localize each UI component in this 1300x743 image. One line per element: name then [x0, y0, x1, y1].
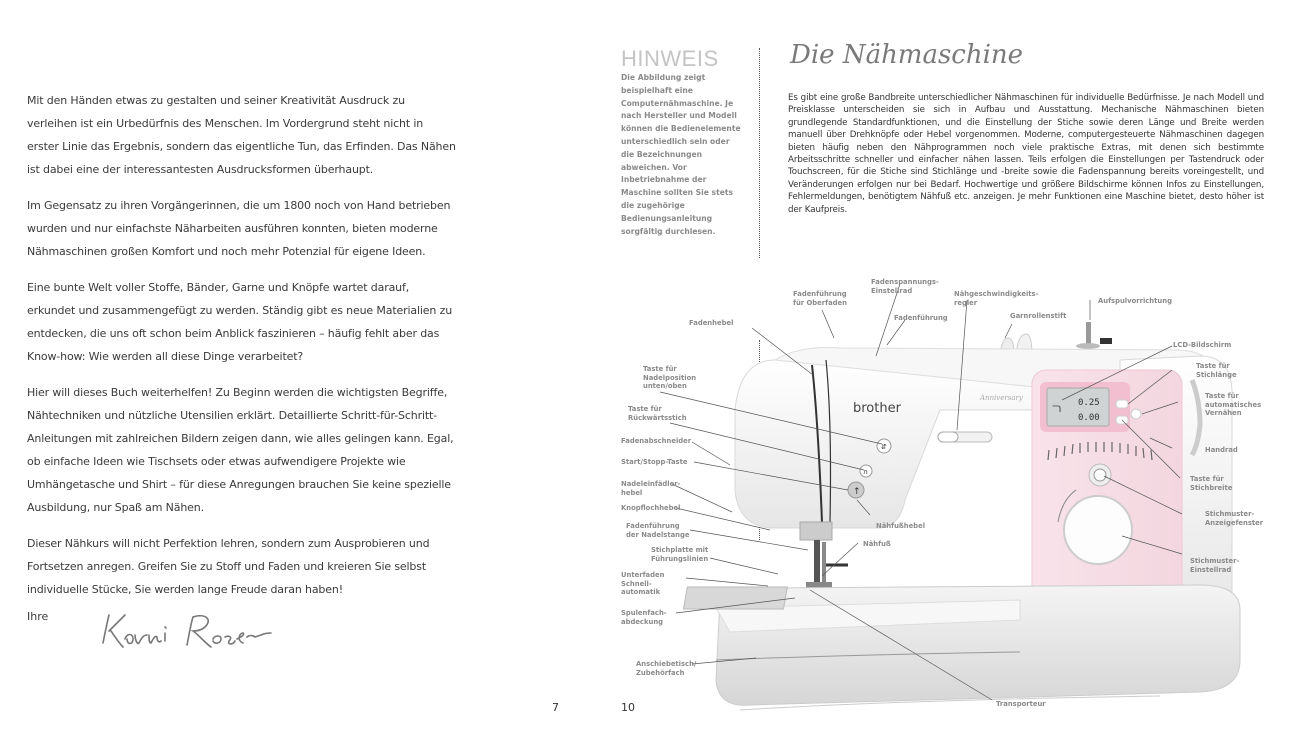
intro-text [27, 90, 457, 616]
label-unterfaden: Unterfaden Schnell- automatik [621, 571, 665, 597]
label-spulenfach: Spulenfach- abdeckung [621, 609, 667, 626]
label-lcd: LCD-Bildschirm [1173, 341, 1232, 349]
label-stichmuster-anzeige: Stichmuster- Anzeigefenster [1205, 510, 1264, 527]
dotted-divider [759, 48, 760, 258]
page-number-right: 10 [621, 701, 635, 714]
label-fadenfuehrung-oberfaden: Fadenführung für Oberfaden [793, 290, 847, 307]
label-fadenfuehrung: Fadenführung [894, 314, 948, 322]
label-taste-vernaehen: Taste für automatisches Vernähen [1205, 392, 1262, 418]
left-page [0, 0, 580, 743]
label-taste-rueckwaerts: Taste für Rückwärtsstich [628, 405, 687, 422]
sewing-machine-illustration [600, 260, 1300, 743]
bobbin-winder-icon [1076, 322, 1112, 349]
label-knopflochhebel: Knopflochhebel [621, 504, 681, 512]
label-taste-stichlaenge: Taste für Stichlänge [1196, 362, 1237, 379]
label-anschiebetisch: Anschiebetisch/ Zubehörfach [636, 660, 697, 677]
stitch-pattern-dial [1064, 496, 1132, 564]
signature [95, 605, 275, 655]
intro-paragraph: Im Gegensatz zu ihren Vorgängerinnen, die um 1800 noch von Hand betrieben wurden und nur einfachste Näharbeiten ausführen konnten, bieten moderne Nähmaschinen großen Komfort und noch mehr Potenzial für eigene Ideen. [27, 199, 451, 258]
closing-word: Ihre [27, 610, 49, 623]
stitch-length-button [1116, 400, 1128, 408]
label-fadenfuehrung-nadelstange: Fadenführung der Nadelstange [626, 522, 690, 539]
label-garnrollenstift: Garnrollenstift [1010, 312, 1067, 320]
label-nadeleinfaedler: Nadeleinfädler- hebel [621, 480, 681, 497]
brand-logo: brother [853, 401, 901, 416]
label-transporteur: Transporteur [996, 700, 1046, 708]
needle-position-icon: ⇵ [881, 443, 887, 451]
chapter-title: Die Nähmaschine [790, 40, 1024, 70]
start-stop-icon: ↑ [853, 487, 861, 497]
intro-paragraph: Eine bunte Welt voller Stoffe, Bänder, Garne und Knöpfe wartet darauf, erkundet und zusammengefügt zu werden. Ständig gibt es neue Materialien zu entdecken, die uns oft schon beim Anblick faszinieren – häufig fehlt aber das Know-how: Wie werden all diese Dinge verarbeitet? [27, 281, 453, 364]
chapter-body: Es gibt eine große Bandbreite unterschiedlicher Nähmaschinen für individuelle Bedürfnisse. Je nach Modell und Preisklasse unterscheiden sie sich in Aufbau und Ausstattung. Mechanische Nähmaschinen bieten grundlegende Standardfunktionen, und die Einstellung der Stiche sowie deren Länge und Breite werden manuell über Drehknöpfe oder Hebel vorgenommen. Moderne, computergesteuerte Nähmaschinen dagegen bieten häufig neben den Nähprogrammen noch viele praktische Extras, mit denen sich bestimmte Arbeitsschritte schneller und einfacher nähen lassen. Teils erfolgen die Einstellungen per Tastendruck oder Touchscreen, für die Stiche sind Stichlänge und -breite sowie die Fadenspannung bereits voreingestellt, und Veränderungen erfolgen nur bei Bedarf. Hochwertige und größere Bildschirme können Infos zu Einstellungen, Fehlermeldungen, benötigtem Nähfuß etc. anzeigen. Je mehr Funktionen eine Maschine bietet, desto höher ist der Kaufpreis. [788, 93, 1264, 215]
page-number-left: 7 [552, 701, 559, 714]
hinweis-body: Die Abbildung zeigt beispielhaft eine Computernähmaschine. Je nach Hersteller und Modell können die Bedienelemente unterschiedlich sein oder die Bezeichnungen abweichen. Vor Inbetriebnahme der Maschine sollten Sie stets die zugehörige Bedienungsanleitung sorgfältig durchlesen. [621, 73, 741, 236]
intro-paragraph: Dieser Nähkurs will nicht Perfektion lehren, sondern zum Ausprobieren und Fortsetzen anregen. Greifen Sie zu Stoff und Faden und kreieren Sie selbst individuelle Stücke, Sie werden lange Freude daran haben! [27, 537, 430, 597]
reverse-stitch-icon: ∩ [863, 468, 869, 476]
label-aufspulvorrichtung: Aufspulvorrichtung [1098, 297, 1172, 305]
lcd-bottom-value: 0.00 [1078, 413, 1100, 423]
label-naehgeschwindigkeit: Nähgeschwindigkeits- regler [954, 290, 1039, 307]
label-fadenabschneider: Fadenabschneider [621, 437, 692, 445]
intro-paragraph: Mit den Händen etwas zu gestalten und seiner Kreativität Ausdruck zu verleihen ist ein Urbedürfnis des Menschen. Im Vordergrund steht nicht in erster Linie das Ergebnis, sondern das eigentliche Tun, das Erfinden. Das Nähen ist dabei eine der interessantesten Ausdrucksformen überhaupt. [27, 94, 456, 176]
label-taste-stichbreite: Taste für Stichbreite [1190, 475, 1233, 492]
label-start-stopp: Start/Stopp-Taste [621, 458, 688, 466]
intro-paragraph: Hier will dieses Buch weiterhelfen! Zu Beginn werden die wichtigsten Begriffe, Nähtechniken und nützliche Utensilien erklärt. Detaillierte Schritt-für-Schritt-Anleitungen mit zahlreichen Bildern zeigen dann, wie alles gelingen kann. Egal, ob einfache Ideen wie Tischsets oder etwas aufwendigere Projekte wie Umhängetasche und Shirt – für diese Anregungen brauchen Sie keine spezielle Ausbildung, nur Spaß am Nähen. [27, 386, 454, 514]
label-stichmuster-einstellrad: Stichmuster- Einstellrad [1190, 557, 1240, 574]
label-handrad: Handrad [1205, 446, 1238, 454]
label-naehfuss: Nähfuß [863, 540, 891, 548]
lcd-stitch-icon: ﬧ [1052, 401, 1062, 415]
lcd-top-value: 0.25 [1078, 398, 1100, 408]
model-name: Anniversary [980, 394, 1023, 402]
label-fadenspannung: Fadenspannungs- Einstellrad [871, 278, 939, 295]
auto-lock-button [1131, 409, 1141, 419]
label-stichplatte: Stichplatte mit Führungslinien [651, 546, 709, 563]
label-naehfusshebel: Nähfußhebel [876, 522, 926, 530]
hinweis-title: HINWEIS [621, 46, 719, 71]
label-fadenhebel: Fadenhebel [689, 319, 734, 327]
label-taste-nadelposition: Taste für Nadelposition unten/oben [643, 365, 697, 391]
